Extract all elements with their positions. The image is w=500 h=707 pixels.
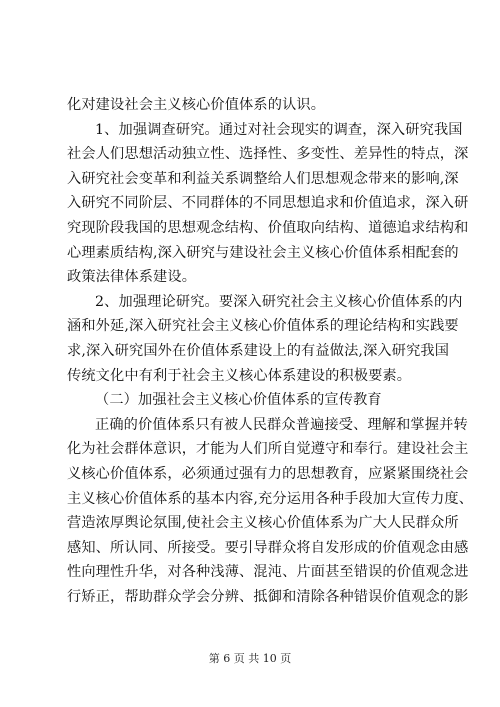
text-line: 营造浓厚舆论氛围,使社会主义核心价值体系为广大人民群众所 [67, 515, 459, 532]
text-line: 入研究社会变革和利益关系调整给人们思想观念带来的影响,深 [67, 170, 459, 187]
text-line: 究现阶段我国的思想观念结构、价值取向结构、道德追求结构和 [67, 219, 469, 236]
text-line: 1、加强调查研究。通过对社会现实的调查，深入研究我国 [95, 121, 463, 138]
text-line: 政策法律体系建设。 [67, 269, 197, 286]
page-number-footer: 第 6 页 共 10 页 [208, 652, 292, 665]
text-line: 化对建设社会主义核心价值体系的认识。 [67, 97, 326, 113]
document-body [67, 93, 474, 609]
text-line: 入研究不同阶层、不同群体的不同思想追求和价值追求，深入研 [67, 195, 469, 212]
text-line: 义核心价值体系，必须通过强有力的思想教育，应紧紧围绕社会 [67, 465, 469, 482]
text-line: 传统文化中有利于社会主义核心体系建设的积极要素。 [67, 367, 412, 384]
text-line: 涵和外延,深入研究社会主义核心价值体系的理论结构和实践要 [67, 318, 459, 335]
text-line: 2、加强理论研究。要深入研究社会主义核心价值体系的内 [95, 293, 463, 310]
text-line: 性向理性升华，对各种浅薄、混沌、片面甚至错误的价值观念进 [67, 564, 469, 581]
section-heading: （二）加强社会主义核心价值体系的宣传教育 [95, 392, 382, 409]
text-line: 求,深入研究国外在价值体系建设上的有益做法,深入研究我国 [67, 342, 450, 359]
text-line: 化为社会群体意识，才能为人们所自觉遵守和奉行。建设社会主 [67, 441, 469, 458]
text-line: 主义核心价值体系的基本内容,充分运用各种手段加大宣传力度、 [67, 490, 474, 507]
text-line: 感知、所认同、所接受。要引导群众将自发形成的价值观念由感 [67, 539, 469, 556]
text-line: 正确的价值体系只有被人民群众普遍接受、理解和掌握并转 [95, 416, 468, 433]
text-line: 社会人们思想活动独立性、选择性、多变性、差异性的特点，深 [67, 146, 469, 163]
text-line: 行矫正，帮助群众学会分辨、抵御和清除各种错误价值观念的影 [67, 588, 469, 605]
text-line: 心理素质结构,深入研究与建设社会主义核心价值体系相配套的 [67, 244, 459, 261]
